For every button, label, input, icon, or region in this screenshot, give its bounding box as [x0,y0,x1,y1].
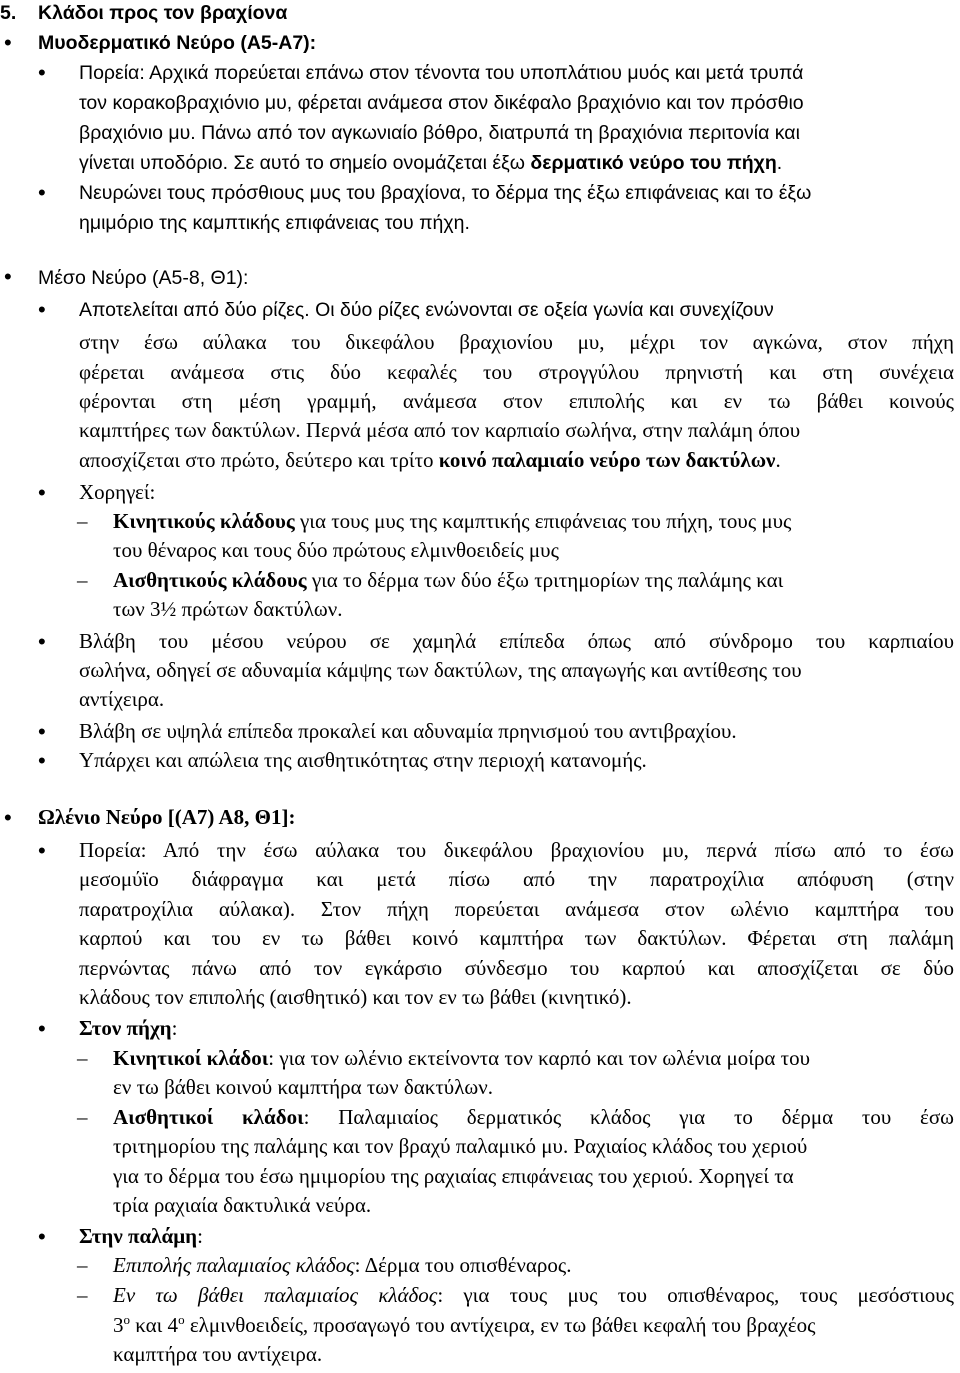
ulnar-forearm-heading: Στον πήχη: [79,1016,178,1040]
dash-marker: – [77,568,88,592]
median-formation-line: φέρεται ανάμεσα στις δύο κεφαλές του στρογγύλου πρηνιστή και στη συνέχεια [79,360,954,384]
median-formation-line: στην έσω αύλακα του δικεφάλου βραχιονίου μυ, μέχρι τον αγκώνα, στον πήχη [79,330,954,354]
ulnar-superficial-branch: Επιπολής παλαμιαίος κλάδος: Δέρμα του οπισθέναρος. [113,1253,572,1277]
median-formation-line: Αποτελείται από δύο ρίζες. Οι δύο ρίζες ενώνονται σε οξεία γωνία και συνεχίζουν [79,299,774,321]
ulnar-course-line: περνώντας πάνω από τον εγκάρσιο σύνδεσμο του καρπού και αποσχίζεται σε δύο [79,956,954,980]
dash-marker: – [77,1046,88,1070]
median-sensory-loss: Υπάρχει και απώλεια της αισθητικότητας στην περιοχή κατανομής. [79,748,647,772]
median-sensory-line: των 3½ πρώτων δακτύλων. [113,597,343,621]
common-digital-nerve-term: κοινό παλαμιαίο νεύρο των δακτύλων [438,448,776,472]
ulnar-course-line: παρατροχίλια αύλακα). Στον πήχη πορεύεται ανάμεσα στον ωλένιο καμπτήρα του [79,897,954,921]
musculocutaneous-heading: Μυοδερματικό Νεύρο (Α5-Α7): [38,32,317,54]
section-title: Κλάδοι προς τον βραχίονα [38,2,288,24]
ulnar-deep-branch-line: καμπτήρα του αντίχειρα. [113,1342,323,1366]
bullet-icon: • [38,60,46,85]
musculocutaneous-innervation-line: Νευρώνει τους πρόσθιους μυς του βραχίονα, το δέρμα της έξω επιφάνειας και το έξω [79,182,812,204]
median-lesion-high: Βλάβη σε υψηλά επίπεδα προκαλεί και αδυναμία πρηνισμού του αντιβραχίου. [79,719,737,743]
ulnar-forearm-sensory-line: Αισθητικοί κλάδοι: Παλαμιαίος δερματικός κλάδος για το δέρμα του έσω [113,1105,954,1129]
ulnar-course-line: μεσομύϊο διάφραγμα και μετά πίσω από την παρατροχίλια απόφυση (στην [79,867,954,891]
ulnar-deep-branch-line: $3^o$ και $4^o$ ελμινθοειδείς, προσαγωγό του αντίχειρα, εν τω βάθει κεφαλή του βραχέος [113,1312,816,1337]
ulnar-heading: Ωλένιο Νεύρο [(Α7) Α8, Θ1]: [38,805,296,829]
median-sensory-line: Αισθητικούς κλάδους για το δέρμα των δύο έξω τριτημορίων της παλάμης και [113,568,784,592]
musculocutaneous-course-line: γίνεται υποδόριο. Σε αυτό το σημείο ονομάζεται έξω δερματικό νεύρο του πήχη. [79,152,783,174]
median-lesion-line: Βλάβη του μέσου νεύρου σε χαμηλά επίπεδα όπως από σύνδρομο του καρπιαίου [79,629,954,653]
median-heading: Μέσο Νεύρο (Α5-8, Θ1): [38,267,249,289]
bullet-icon: • [4,30,12,55]
bullet-icon: • [38,748,46,773]
median-formation-line: φέρονται στη μέση γραμμή, ανάμεσα στον επιπολής και εν τω βάθει κοινούς [79,389,954,413]
ulnar-course-line: κλάδους τον επιπολής (αισθητικό) και τον εν τω βάθει (κινητικό). [79,985,632,1009]
bullet-icon: • [38,838,46,863]
dash-marker: – [77,509,88,533]
median-motor-line: του θέναρος και τους δύο πρώτους ελμινθοειδείς μυς [113,538,559,562]
section-number: 5. [0,2,17,24]
median-supplies-label: Χορηγεί: [79,480,156,504]
median-lesion-line: αντίχειρα. [79,687,165,711]
musculocutaneous-course-line: βραχιόνιο μυ. Πάνω από τον αγκωνιαίο βόθρο, διατρυπά τη βραχιόνια περιτονία και [79,122,800,144]
musculocutaneous-course-line: τον κορακοβραχιόνιο μυ, φέρεται ανάμεσα στον δικέφαλο βραχιόνιο και τον πρόσθιο [79,92,804,114]
musculocutaneous-course-line: Πορεία: Αρχικά πορεύεται επάνω στον τένοντα του υποπλάτιου μυός και μετά τρυπά [79,62,804,84]
ulnar-forearm-sensory-line: τριτημορίου της παλάμης και τον βραχύ παλαμικό μυ. Ραχιαίος κλάδος του χεριού [113,1134,808,1158]
bullet-icon: • [38,1224,46,1249]
ulnar-deep-branch-line: Εν τω βάθει παλαμιαίος κλάδος: για τους μυς του οπισθέναρος, τους μεσόστιους [113,1283,954,1307]
ulnar-forearm-sensory-line: τρία ραχιαία δακτυλικά νεύρα. [113,1193,372,1217]
bullet-icon: • [38,297,46,322]
bullet-icon: • [38,480,46,505]
bullet-icon: • [38,1016,46,1041]
median-motor-line: Κινητικούς κλάδους για τους μυς της καμπτικής επιφάνειας του πήχη, τους μυς [113,509,792,533]
bullet-icon: • [4,805,12,830]
median-formation-line: καμπτήρες των δακτύλων. Περνά μέσα από τον καρπιαίο σωλήνα, στην παλάμη όπου [79,418,801,442]
dash-marker: – [77,1105,88,1129]
bullet-icon: • [4,264,12,289]
median-lesion-line: σωλήνα, οδηγεί σε αδυναμία κάμψης των δακτύλων, της απαγωγής και αντίθεσης του [79,658,802,682]
bullet-icon: • [38,629,46,654]
ulnar-course-line: καρπού και του εν τω βάθει κοινό καμπτήρα των δακτύλων. Φέρεται στη παλάμη [79,926,954,950]
lateral-cutaneous-term: δερματικό νεύρο του πήχη [530,152,777,174]
dash-marker: – [77,1253,88,1277]
dash-marker: – [77,1283,88,1307]
median-formation-line: αποσχίζεται στο πρώτο, δεύτερο και τρίτο κοινό παλαμιαίο νεύρο των δακτύλων. [79,448,781,472]
ulnar-course-line: Πορεία: Από την έσω αύλακα του δικεφάλου βραχιονίου μυ, περνά πίσω από το έσω [79,838,954,862]
ulnar-forearm-motor-line: Κινητικοί κλάδοι: για τον ωλένιο εκτείνοντα τον καρπό και τον ωλένια μοίρα του [113,1046,811,1070]
bullet-icon: • [38,180,46,205]
ulnar-forearm-motor-line: εν τω βάθει κοινού καμπτήρα των δακτύλων. [113,1075,493,1099]
musculocutaneous-innervation-line: ημιμόριο της καμπτικής επιφάνειας του πήχη. [79,212,470,234]
ulnar-palm-heading: Στην παλάμη: [79,1224,203,1248]
bullet-icon: • [38,719,46,744]
ulnar-forearm-sensory-line: για το δέρμα του έσω ημιμορίου της ραχιαίας επιφάνειας του χεριού. Χορηγεί τα [113,1164,794,1188]
